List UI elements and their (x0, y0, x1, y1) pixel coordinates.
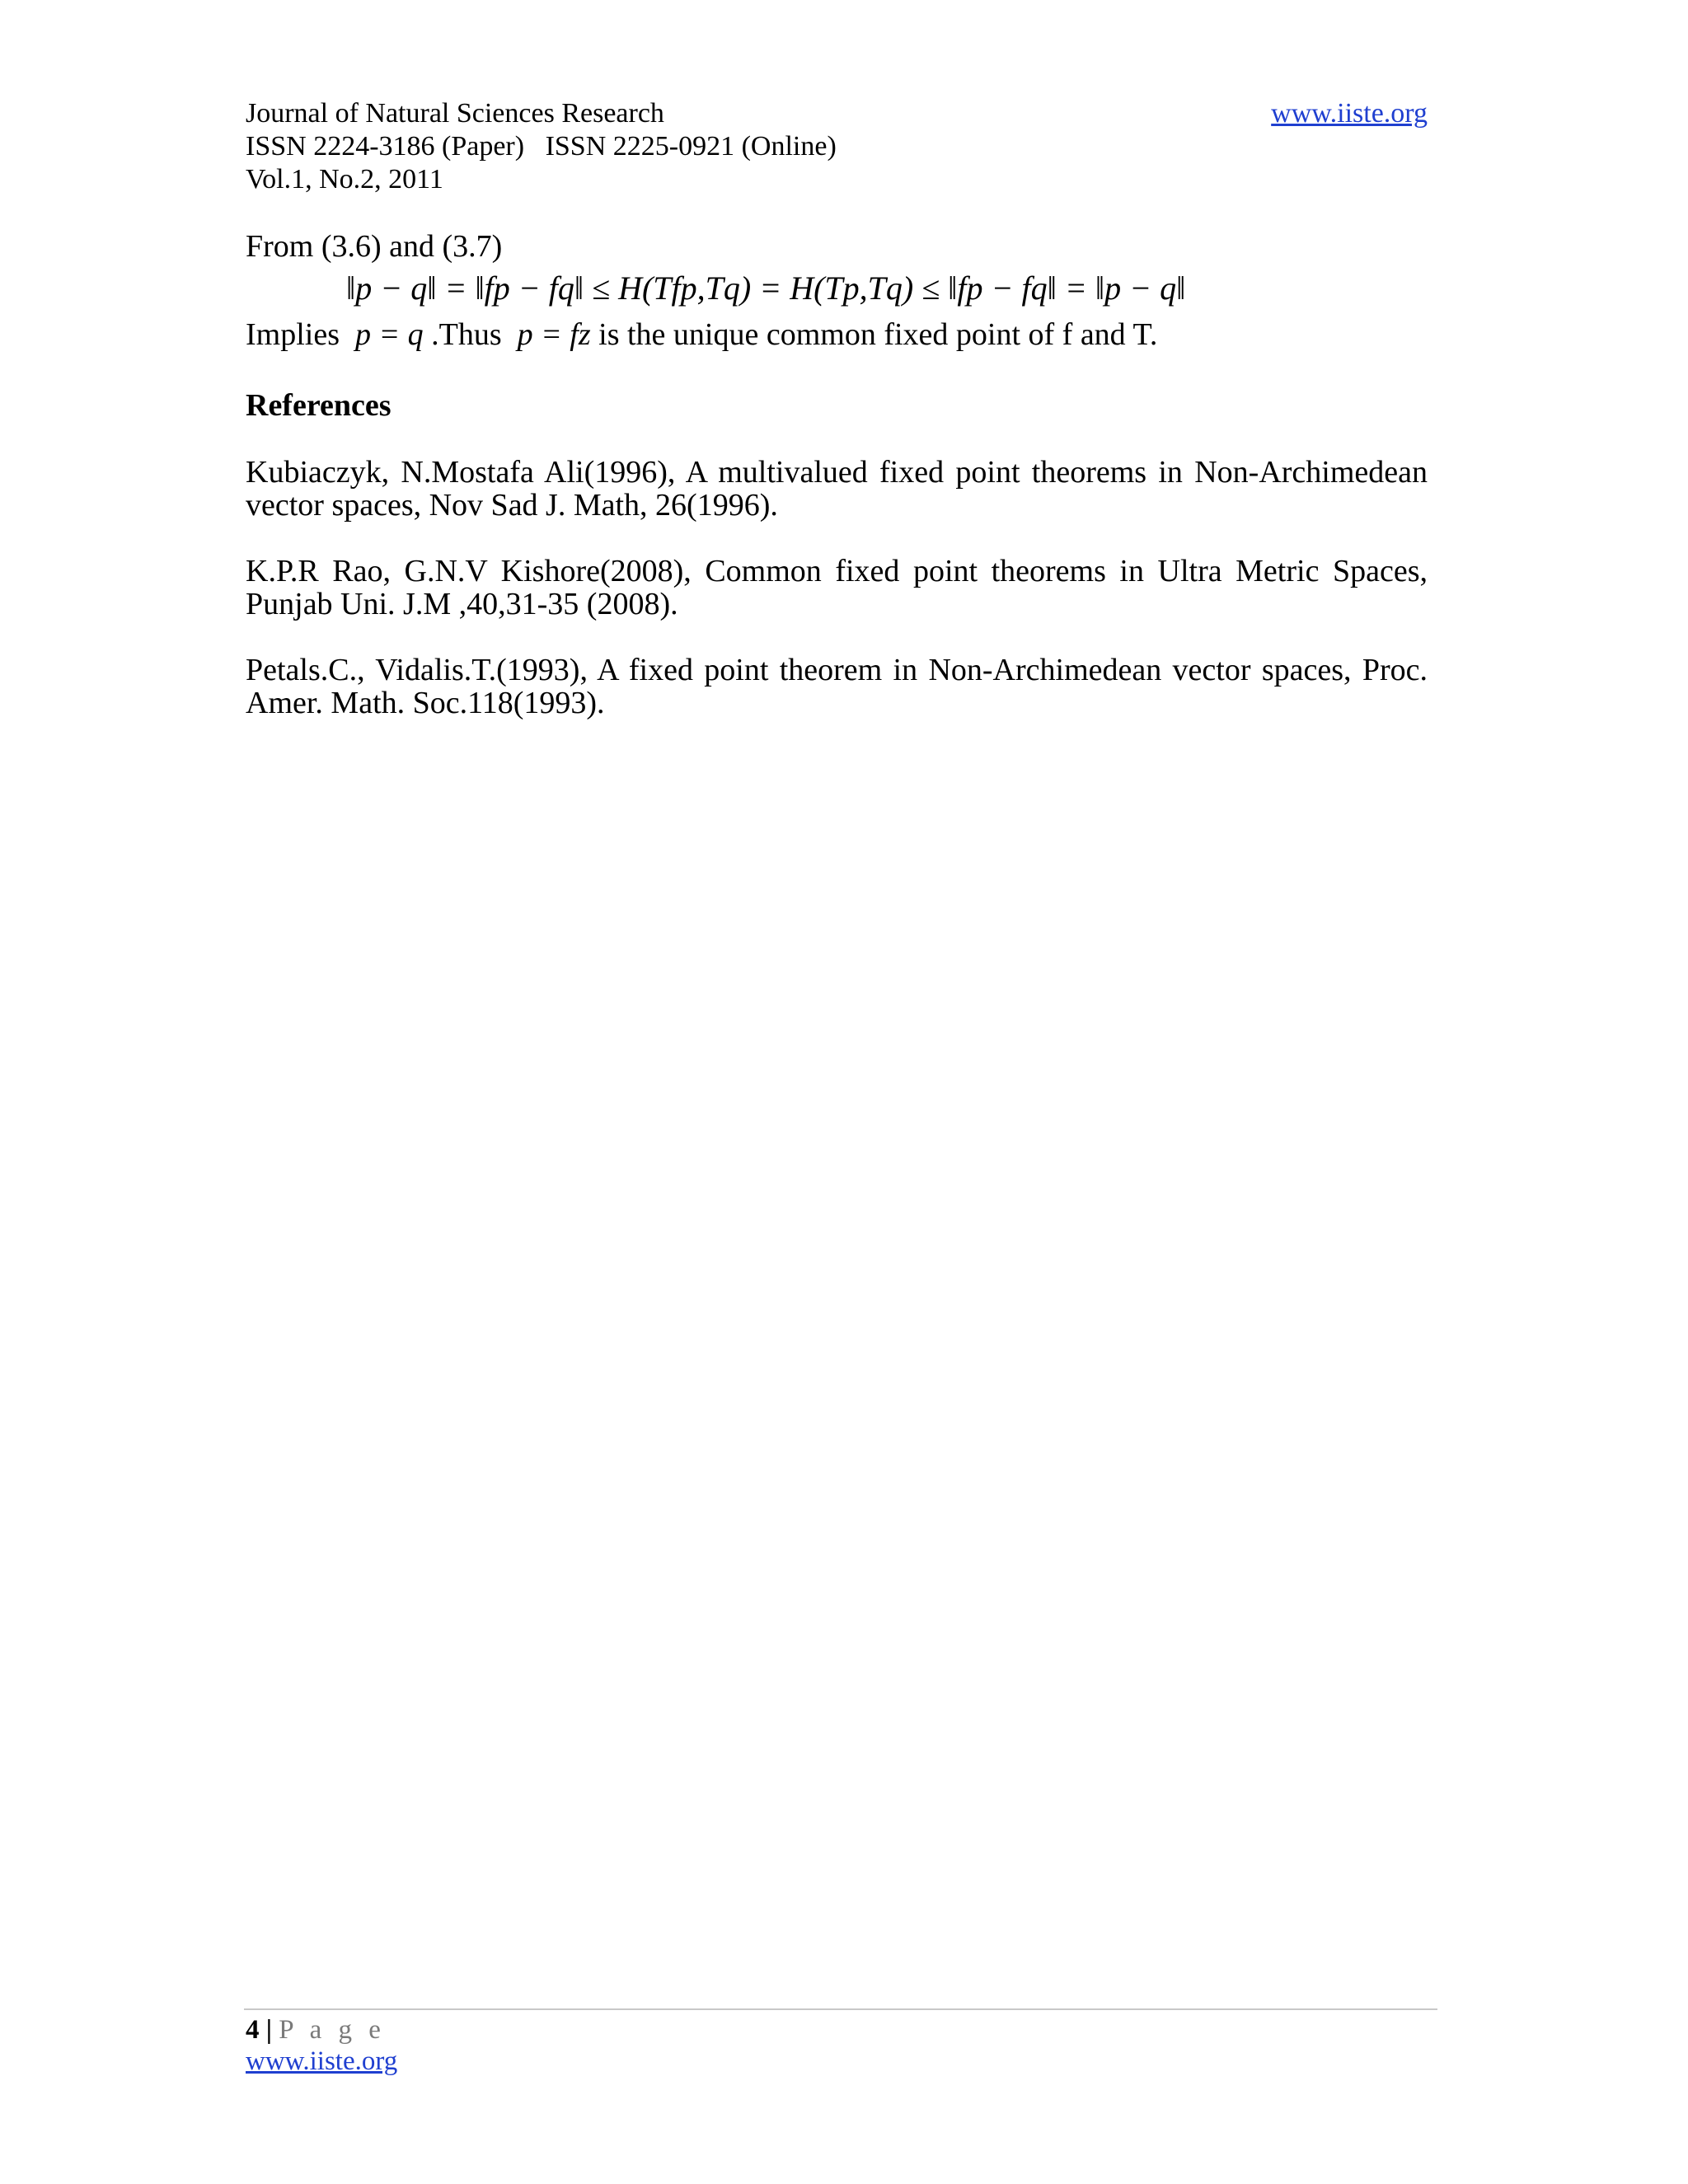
journal-title: Journal of Natural Sciences Research (246, 98, 664, 129)
implies-equation-2: p = fz (517, 317, 591, 352)
volume-line: Vol.1, No.2, 2011 (246, 164, 443, 194)
page-label: P a g e (279, 2015, 386, 2045)
reference-item: Kubiaczyk, N.Mostafa Ali(1996), A multivalued fixed point theorems in Non-Archimedean vector spaces, Nov Sad J. Math, 26(1996). (246, 455, 1428, 523)
implies-mid: .Thus (431, 317, 502, 352)
footer-website-link[interactable]: www.iiste.org (246, 2046, 398, 2076)
implies-equation-1: p = q (354, 317, 424, 352)
main-equation: ‖p − q‖ = ‖fp − fq‖ ≤ H(Tfp,Tq) = H(Tp,Tq) ≤ ‖fp − fq‖ = ‖p − q‖ (346, 269, 1186, 307)
from-line: From (3.6) and (3.7) (246, 229, 503, 264)
journal-header (246, 97, 1428, 196)
page-number: 4 (246, 2015, 260, 2045)
header-website-link[interactable]: www.iiste.org (1271, 98, 1428, 129)
references-heading: References (246, 388, 392, 423)
page-footer (246, 2014, 397, 2077)
implies-suffix: is the unique common fixed point of f and T. (590, 317, 1158, 352)
implies-prefix: Implies (246, 317, 340, 352)
reference-item: K.P.R Rao, G.N.V Kishore(2008), Common fixed point theorems in Ultra Metric Spaces, Punjab Uni. J.M ,40,31-35 (2008). (246, 554, 1428, 621)
reference-item: Petals.C., Vidalis.T.(1993), A fixed point theorem in Non-Archimedean vector spaces, Proc. Amer. Math. Soc.118(1993). (246, 653, 1428, 720)
footer-divider (244, 2008, 1437, 2010)
issn-line: ISSN 2224-3186 (Paper) ISSN 2225-0921 (Online) (246, 131, 837, 162)
page-separator: | (265, 2015, 273, 2045)
conclusion-line (246, 316, 1157, 353)
